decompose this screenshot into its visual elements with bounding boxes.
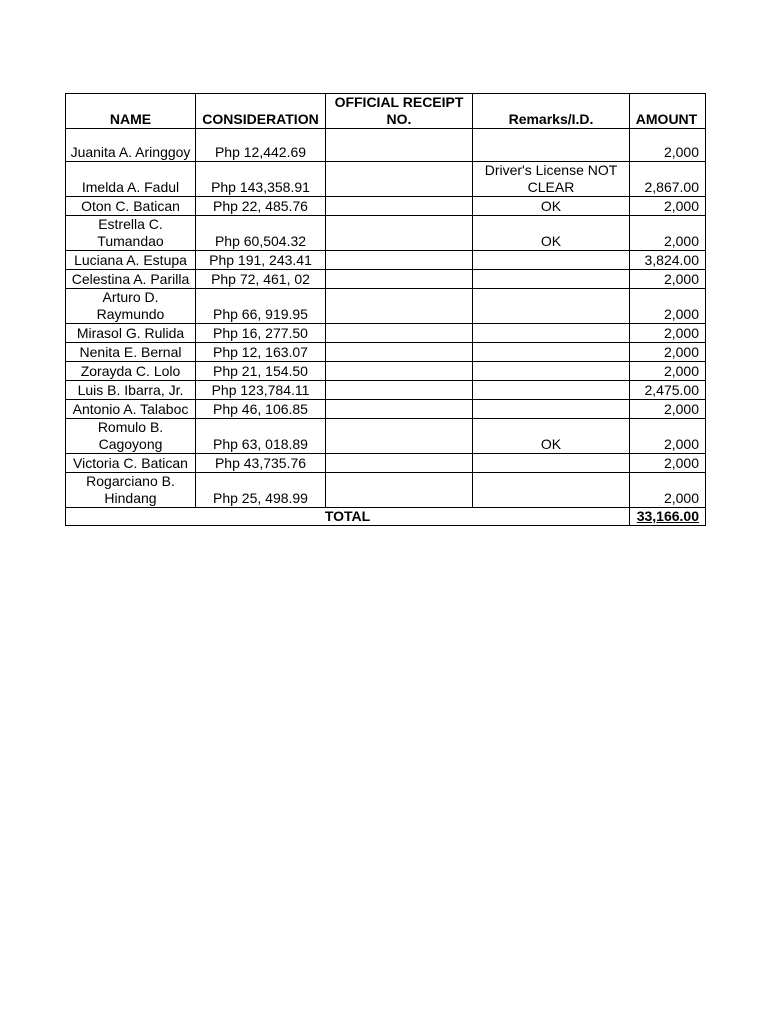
table-row <box>66 129 706 162</box>
cell-official-receipt <box>326 324 473 343</box>
header-consideration: CONSIDERATION <box>196 94 326 129</box>
cell-official-receipt <box>326 289 473 324</box>
cell-official-receipt <box>326 197 473 216</box>
cell-consideration: Php 60,504.32 <box>196 216 326 251</box>
table-row <box>66 454 706 473</box>
cell-consideration: Php 72, 461, 02 <box>196 270 326 289</box>
cell-remarks: Driver's License NOT CLEAR <box>473 162 630 197</box>
consideration-table <box>65 93 706 526</box>
table-row <box>66 362 706 381</box>
cell-official-receipt <box>326 381 473 400</box>
cell-name: Arturo D. Raymundo <box>66 289 196 324</box>
cell-official-receipt <box>326 419 473 454</box>
cell-consideration: Php 63, 018.89 <box>196 419 326 454</box>
cell-amount: 2,000 <box>630 400 706 419</box>
cell-name: Rogarciano B. Hindang <box>66 473 196 508</box>
table-row <box>66 289 706 324</box>
cell-remarks: OK <box>473 197 630 216</box>
total-label: TOTAL <box>66 508 630 526</box>
cell-official-receipt <box>326 216 473 251</box>
cell-name: Imelda A. Fadul <box>66 162 196 197</box>
total-amount: 33,166.00 <box>630 508 706 526</box>
cell-official-receipt <box>326 251 473 270</box>
table-row <box>66 324 706 343</box>
cell-name: Zorayda C. Lolo <box>66 362 196 381</box>
cell-remarks <box>473 270 630 289</box>
table-row <box>66 197 706 216</box>
cell-amount: 2,000 <box>630 216 706 251</box>
cell-consideration: Php 25, 498.99 <box>196 473 326 508</box>
cell-remarks <box>473 251 630 270</box>
table-row <box>66 400 706 419</box>
cell-remarks <box>473 289 630 324</box>
cell-official-receipt <box>326 343 473 362</box>
cell-remarks: OK <box>473 216 630 251</box>
cell-consideration: Php 43,735.76 <box>196 454 326 473</box>
cell-remarks <box>473 473 630 508</box>
cell-consideration: Php 66, 919.95 <box>196 289 326 324</box>
cell-name: Celestina A. Parilla <box>66 270 196 289</box>
table-row <box>66 381 706 400</box>
cell-consideration: Php 22, 485.76 <box>196 197 326 216</box>
cell-consideration: Php 12,442.69 <box>196 129 326 162</box>
cell-name: Oton C. Batican <box>66 197 196 216</box>
header-amount: AMOUNT <box>630 94 706 129</box>
cell-amount: 2,000 <box>630 197 706 216</box>
cell-official-receipt <box>326 129 473 162</box>
cell-name: Nenita E. Bernal <box>66 343 196 362</box>
cell-name: Romulo B. Cagoyong <box>66 419 196 454</box>
cell-amount: 2,000 <box>630 270 706 289</box>
cell-consideration: Php 16, 277.50 <box>196 324 326 343</box>
cell-remarks <box>473 454 630 473</box>
header-row <box>66 94 706 129</box>
cell-name: Juanita A. Aringgoy <box>66 129 196 162</box>
receipt-sheet <box>65 93 705 526</box>
cell-amount: 2,000 <box>630 289 706 324</box>
cell-remarks <box>473 324 630 343</box>
cell-official-receipt <box>326 473 473 508</box>
table-row <box>66 419 706 454</box>
table-row <box>66 473 706 508</box>
cell-official-receipt <box>326 162 473 197</box>
cell-consideration: Php 12, 163.07 <box>196 343 326 362</box>
cell-amount: 2,867.00 <box>630 162 706 197</box>
cell-name: Luciana A. Estupa <box>66 251 196 270</box>
cell-remarks <box>473 343 630 362</box>
cell-name: Mirasol G. Rulida <box>66 324 196 343</box>
cell-amount: 2,000 <box>630 324 706 343</box>
table-row <box>66 270 706 289</box>
table-row <box>66 343 706 362</box>
cell-amount: 2,000 <box>630 343 706 362</box>
cell-remarks <box>473 381 630 400</box>
cell-consideration: Php 191, 243.41 <box>196 251 326 270</box>
cell-name: Victoria C. Batican <box>66 454 196 473</box>
cell-name: Luis B. Ibarra, Jr. <box>66 381 196 400</box>
table-row <box>66 251 706 270</box>
cell-amount: 3,824.00 <box>630 251 706 270</box>
cell-amount: 2,000 <box>630 473 706 508</box>
header-remarks: Remarks/I.D. <box>473 94 630 129</box>
cell-official-receipt <box>326 454 473 473</box>
table-row <box>66 216 706 251</box>
cell-amount: 2,475.00 <box>630 381 706 400</box>
cell-remarks <box>473 362 630 381</box>
cell-consideration: Php 46, 106.85 <box>196 400 326 419</box>
cell-amount: 2,000 <box>630 454 706 473</box>
header-name: NAME <box>66 94 196 129</box>
cell-amount: 2,000 <box>630 129 706 162</box>
total-row <box>66 508 706 526</box>
cell-amount: 2,000 <box>630 362 706 381</box>
cell-name: Estrella C. Tumandao <box>66 216 196 251</box>
cell-remarks: OK <box>473 419 630 454</box>
header-official-receipt: OFFICIAL RECEIPT NO. <box>326 94 473 129</box>
cell-name: Antonio A. Talaboc <box>66 400 196 419</box>
cell-official-receipt <box>326 362 473 381</box>
cell-consideration: Php 143,358.91 <box>196 162 326 197</box>
cell-official-receipt <box>326 270 473 289</box>
cell-consideration: Php 21, 154.50 <box>196 362 326 381</box>
table-row <box>66 162 706 197</box>
cell-official-receipt <box>326 400 473 419</box>
cell-remarks <box>473 129 630 162</box>
cell-consideration: Php 123,784.11 <box>196 381 326 400</box>
cell-amount: 2,000 <box>630 419 706 454</box>
cell-remarks <box>473 400 630 419</box>
